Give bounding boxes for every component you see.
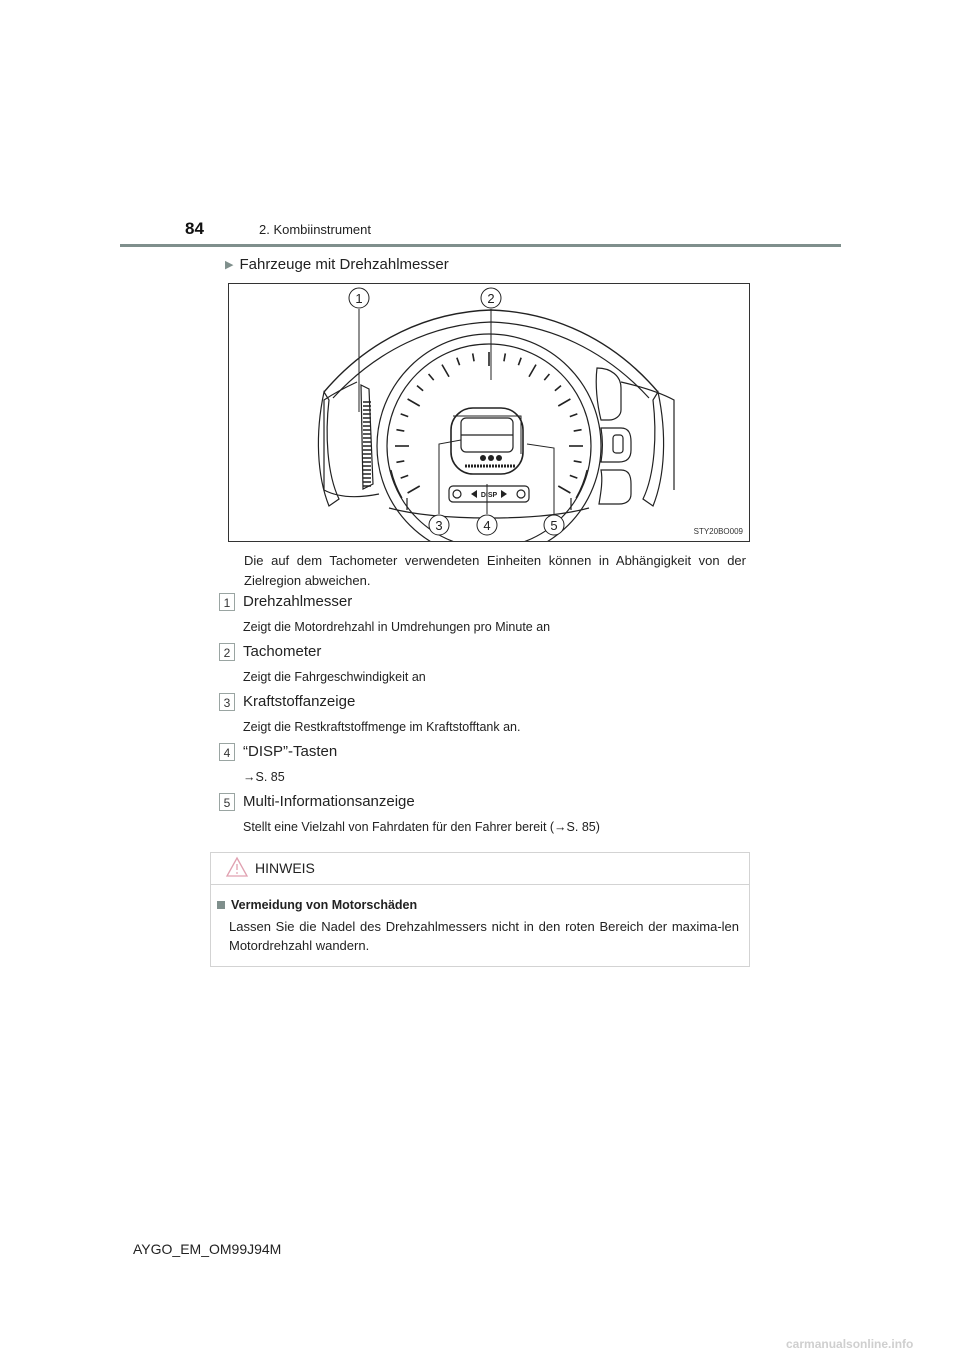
dial-tick <box>555 386 561 391</box>
item-number-badge: 5 <box>219 793 235 811</box>
subsection-title: Fahrzeuge mit Drehzahlmesser <box>239 256 449 273</box>
dial-tick <box>570 475 578 478</box>
callout-3: 3 <box>435 518 443 533</box>
item-title: Tachometer <box>243 643 322 660</box>
dial-tick <box>442 365 449 377</box>
chapter-title: 2. Kombiinstrument <box>259 222 371 237</box>
item-title: Multi-Informationsanzeige <box>243 793 415 810</box>
notice-subheading: Vermeidung von Motorschäden <box>231 898 418 912</box>
dial-tick <box>429 374 434 380</box>
figure-code: STY20BO009 <box>693 527 743 536</box>
dial-tick <box>518 358 521 366</box>
dial-tick <box>408 486 420 493</box>
instrument-cluster-illustration <box>229 284 749 541</box>
item-page-reference[interactable]: →S. 85 <box>243 770 285 784</box>
disp-button-label: DISP <box>480 492 498 499</box>
warning-triangle-icon <box>225 856 249 878</box>
item-title: Kraftstoffanzeige <box>243 693 356 710</box>
callout-2: 2 <box>487 291 495 306</box>
notice-header <box>211 853 749 885</box>
notice-label: HINWEIS <box>255 860 315 876</box>
dial-tick <box>396 461 404 462</box>
notice-body <box>217 896 743 955</box>
dial-tick <box>558 486 570 493</box>
dial-tick <box>417 386 423 391</box>
callout-5: 5 <box>550 518 558 533</box>
item-number-badge: 1 <box>219 593 235 611</box>
subsection-heading <box>225 256 449 273</box>
dial-tick <box>401 414 409 417</box>
notice-text: Lassen Sie die Nadel des Drehzahlmessers nicht in den roten Bereich der maxima-len Motordrehzahl wandern. <box>229 919 739 953</box>
item-title: Drehzahlmesser <box>243 593 353 610</box>
page-number: 84 <box>185 219 204 238</box>
dial-tick <box>396 430 404 431</box>
dial-tick <box>570 414 578 417</box>
square-bullet-icon <box>217 901 225 909</box>
item-number-badge: 2 <box>219 643 235 661</box>
item-number-badge: 4 <box>219 743 235 761</box>
dial-tick <box>401 475 409 478</box>
item-description: Zeigt die Motordrehzahl in Umdrehungen pro Minute an <box>243 620 551 634</box>
dial-tick <box>558 399 570 406</box>
item-description: Stellt eine Vielzahl von Fahrdaten für den Fahrer bereit (→S. 85) <box>243 820 600 834</box>
watermark: carmanualsonline.info <box>786 1337 914 1351</box>
instrument-cluster-figure <box>228 283 750 542</box>
dial-tick <box>574 461 582 462</box>
dial-tick <box>473 353 474 361</box>
dial-tick <box>457 358 460 366</box>
triangle-marker-icon: ▶ <box>225 259 234 271</box>
callout-4: 4 <box>483 518 491 533</box>
item-number-badge: 3 <box>219 693 235 711</box>
callout-1: 1 <box>355 291 363 306</box>
item-description: Zeigt die Restkraftstoffmenge im Kraftstofftank an. <box>243 720 521 734</box>
dial-tick <box>408 399 420 406</box>
item-title: “DISP”-Tasten <box>243 743 338 760</box>
header-rule <box>120 244 841 247</box>
dial-tick <box>574 430 582 431</box>
dial-tick <box>529 365 536 377</box>
units-note: Die auf dem Tachometer verwendeten Einheiten können in Abhängigkeit von der Zielregion abweichen. <box>244 553 746 588</box>
dial-tick <box>504 353 505 361</box>
item-description: Zeigt die Fahrgeschwindigkeit an <box>243 670 426 684</box>
dial-tick <box>544 374 549 380</box>
notice-box <box>210 852 750 967</box>
document-code: AYGO_EM_OM99J94M <box>133 1241 282 1257</box>
